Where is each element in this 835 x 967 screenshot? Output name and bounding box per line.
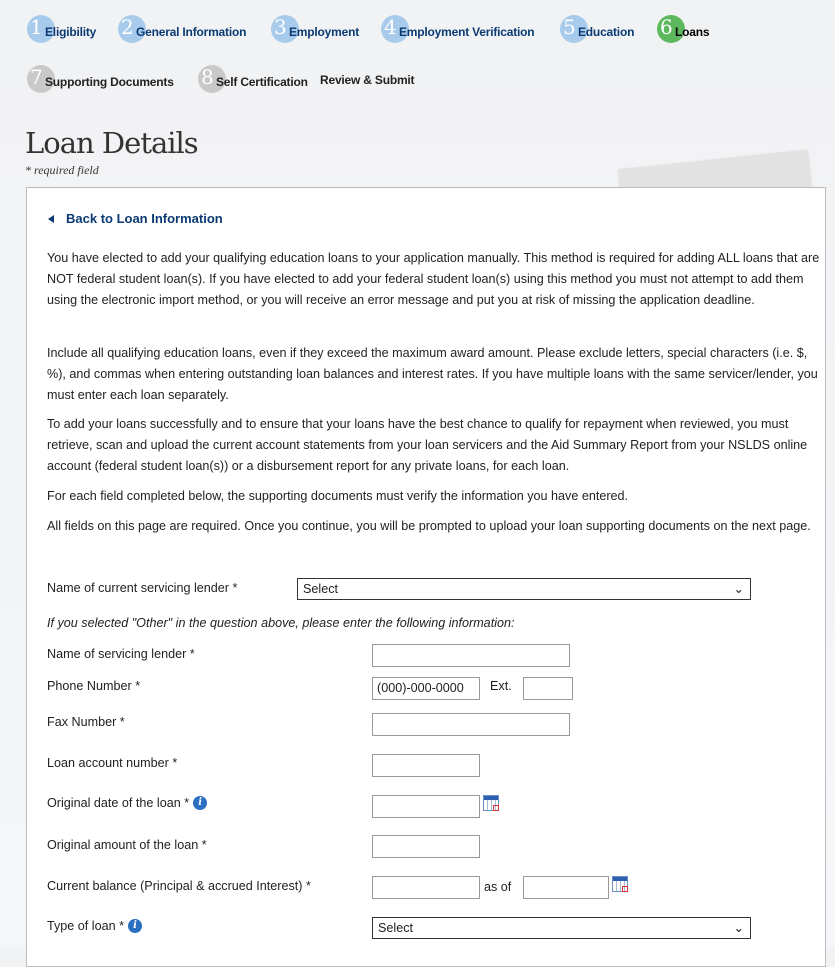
ext-input[interactable] xyxy=(523,677,573,700)
required-note: * required field xyxy=(25,163,99,177)
instructions-paragraph: To add your loans successfully and to ensure that your loans have the best chance to qualify for repayment when reviewed, you must retrieve, scan and upload the current account statements from your loan servicers and the Aid Summary Report from your NSLDS online account (federal student loan(s)) or a disbursement report for any private loans, for each loan. xyxy=(47,417,808,473)
back-to-loan-information-link[interactable]: Back to Loan Information xyxy=(48,211,223,226)
ext-label: Ext. xyxy=(490,679,512,693)
lender-select[interactable]: Select ⌄ xyxy=(297,578,751,600)
phone-input[interactable]: (000)-000-0000 xyxy=(372,677,480,700)
instructions-paragraph: For each field completed below, the supporting documents must verify the information you have entered. xyxy=(47,489,629,503)
original-date-input[interactable] xyxy=(372,795,480,818)
chevron-down-icon: ⌄ xyxy=(733,582,744,596)
other-note: If you selected "Other" in the question above, please enter the following information: xyxy=(47,616,515,630)
back-arrow-icon xyxy=(48,215,54,223)
fax-label: Fax Number * xyxy=(47,715,125,729)
step-number: 5 xyxy=(560,15,588,43)
instructions-paragraph: Include all qualifying education loans, even if they exceed the maximum award amount. Please exclude letters, special characters (i.e. $, %), and commas when entering outstanding loan balances and interest rates. If you have multiple loans with the same servicer/lender, you must enter each loan separately. xyxy=(47,346,818,402)
step-supporting-documents: 7 Supporting Documents xyxy=(27,61,174,89)
servicing-lender-label: Name of servicing lender * xyxy=(47,647,195,661)
step-number: 4 xyxy=(381,15,409,43)
step-number: 8 xyxy=(198,65,226,93)
step-number: 2 xyxy=(118,15,146,43)
step-education[interactable]: 5 Education xyxy=(560,11,634,39)
current-balance-label: Current balance (Principal & accrued Interest) * xyxy=(47,879,311,893)
account-number-label: Loan account number * xyxy=(47,756,178,770)
step-review-submit: Review & Submit xyxy=(320,73,415,87)
loan-type-label: Type of loan * i xyxy=(47,919,142,933)
chevron-down-icon: ⌄ xyxy=(733,921,744,935)
step-number: 3 xyxy=(271,15,299,43)
account-number-input[interactable] xyxy=(372,754,480,777)
step-general-information[interactable]: 2 General Information xyxy=(118,11,246,39)
current-balance-input[interactable] xyxy=(372,876,480,899)
step-number: 6 xyxy=(657,15,685,43)
servicing-lender-input[interactable] xyxy=(372,644,570,667)
original-date-label: Original date of the loan * i xyxy=(47,796,207,810)
info-icon[interactable]: i xyxy=(193,796,207,810)
step-employment-verification[interactable]: 4 Employment Verification xyxy=(381,11,534,39)
as-of-label: as of xyxy=(484,880,512,894)
original-amount-input[interactable] xyxy=(372,835,480,858)
instructions-paragraph: You have elected to add your qualifying education loans to your application manually. This method is required for adding ALL loans that are NOT federal student loan(s). If you have elected to add your federal student loan(s) using this method you must not attempt to add them using the electronic import method, or you will receive an error message and put you at risk of missing the application deadline. xyxy=(47,251,820,307)
calendar-icon[interactable] xyxy=(612,876,628,892)
original-amount-label: Original amount of the loan * xyxy=(47,838,207,852)
instructions-paragraph: All fields on this page are required. Once you continue, you will be prompted to upload your loan supporting documents on the next page. xyxy=(47,519,811,533)
step-loans[interactable]: 6 Loans xyxy=(657,11,709,39)
phone-label: Phone Number * xyxy=(47,679,141,693)
step-number: 7 xyxy=(27,65,55,93)
info-icon[interactable]: i xyxy=(128,919,142,933)
step-number: 1 xyxy=(27,15,55,43)
calendar-icon[interactable] xyxy=(483,795,499,811)
fax-input[interactable] xyxy=(372,713,570,736)
loan-type-select[interactable]: Select ⌄ xyxy=(372,917,751,939)
step-employment[interactable]: 3 Employment xyxy=(271,11,359,39)
page-title: Loan Details xyxy=(25,126,198,160)
step-self-certification: 8 Self Certification xyxy=(198,61,308,89)
as-of-date-input[interactable] xyxy=(523,876,609,899)
step-eligibility[interactable]: 1 Eligibility xyxy=(27,11,96,39)
lender-label: Name of current servicing lender * xyxy=(47,581,238,595)
